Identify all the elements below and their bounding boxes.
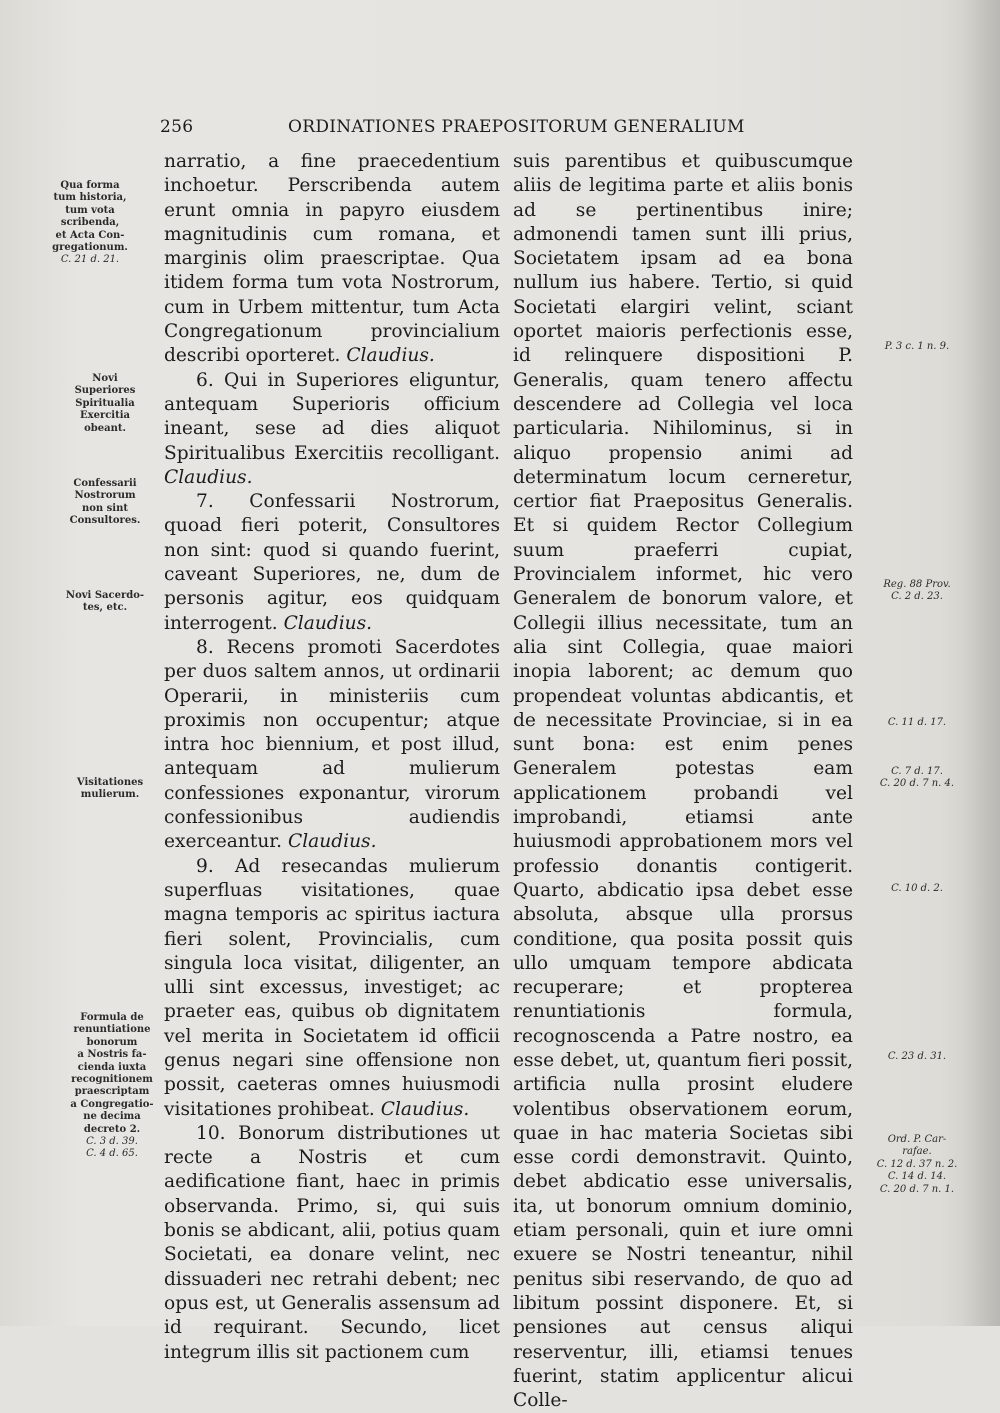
margin-ref-c7 bbox=[862, 766, 972, 791]
paragraph-9: 9. Ad resecandas mulierum superfluas visitationes, quae magna temporis ac spiritus iactura fieri solent, Provincialis, cum singula loca visitat, diligenter, an ulli sint excessus, investiget; ac praeter eas, quibus ob dignitatem vel merita in Societatem id officii genus negari sine offensione non possit, caeteras omnes huiusmodi visitationes prohibeat. bbox=[164, 855, 500, 1120]
margin-line: Novi Sacerdo- bbox=[65, 590, 145, 601]
margin-line: Qua forma bbox=[60, 180, 120, 191]
margin-ref-reg88 bbox=[862, 579, 972, 604]
paragraph-8: 8. Recens promoti Sacerdotes per duos saltem annos, ut ordinarii Operarii, in ministeriis cum proximis non occupentur; atque intra hoc biennium, et post illud, antequam ad mulierum confessiones exponantur, virorum confessionibus audiendis exerceantur. bbox=[164, 636, 500, 853]
margin-line: ne decima bbox=[83, 1111, 141, 1123]
signature-claudius: Claudius. bbox=[380, 1098, 470, 1120]
margin-line: Exercitia bbox=[80, 410, 130, 422]
margin-ref-c10 bbox=[862, 883, 972, 895]
margin-ref: C. 4 d. 65. bbox=[86, 1148, 138, 1160]
margin-line: obeant. bbox=[84, 422, 126, 434]
margin-note-formula bbox=[62, 1012, 162, 1161]
right-text-column bbox=[513, 150, 853, 1413]
margin-note-novi-superiores bbox=[55, 373, 155, 435]
page-edge-shadow bbox=[960, 0, 1000, 1326]
margin-line: cienda iuxta bbox=[77, 1061, 147, 1073]
margin-line: Nostrorum bbox=[74, 490, 136, 502]
signature-claudius: Claudius. bbox=[283, 612, 373, 634]
margin-line: non sint bbox=[81, 502, 128, 514]
paragraph-10-start: 10. Bonorum distributiones ut recte a Nostris et cum aedificatione fiant, haec in primis observanda. Primo, si, qui suis bonis se abdicant, alii, potius quam Societati, ea donare velint, nec dissuaderi nec retrahi debent; nec opus est, ut Generalis assensum ad id requirant. Secundo, licet integrum illis sit pactionem cum bbox=[164, 1122, 500, 1363]
margin-line: gregationum. bbox=[52, 242, 128, 254]
signature-claudius: Claudius. bbox=[287, 831, 377, 853]
margin-line: tum historia, bbox=[53, 192, 127, 204]
margin-line: P. 3 c. 1 n. 9. bbox=[884, 341, 950, 352]
margin-line: C. 20 d. 7 n. 1. bbox=[879, 1183, 955, 1195]
margin-line: scribenda, bbox=[60, 217, 120, 229]
margin-line: mulierum. bbox=[80, 789, 140, 801]
margin-line: C. 12 d. 37 n. 2. bbox=[876, 1158, 958, 1170]
margin-line: C. 2 d. 23. bbox=[891, 591, 943, 603]
margin-line: Consultores. bbox=[69, 515, 141, 527]
margin-ref-c23 bbox=[862, 1051, 972, 1063]
margin-line: tes, etc. bbox=[82, 602, 128, 614]
signature-claudius: Claudius. bbox=[164, 466, 253, 488]
margin-line: renuntiatione bbox=[73, 1024, 151, 1036]
margin-line: C. 7 d. 17. bbox=[891, 766, 943, 777]
margin-line: praescriptam bbox=[74, 1086, 150, 1098]
margin-line: a Nostris fa- bbox=[77, 1049, 147, 1061]
margin-line: Ord. P. Car- bbox=[887, 1134, 947, 1145]
margin-line: Spiritualia bbox=[75, 397, 135, 409]
margin-line: Visitationes bbox=[76, 777, 144, 788]
margin-line: C. 20 d. 7 n. 4. bbox=[879, 778, 955, 790]
margin-note-confessarii bbox=[55, 478, 155, 528]
margin-line: C. 11 d. 17. bbox=[887, 717, 947, 728]
margin-line: bonorum bbox=[86, 1036, 138, 1048]
margin-line: recognitionem bbox=[71, 1074, 153, 1086]
paragraph-7: 7. Confessarii Nostrorum, quoad fieri poterit, Consultores non sint: quod si quando fuerint, caveant Superiores, ne, dum de personis agitur, eos quidquam interrogent. bbox=[164, 491, 500, 634]
margin-line: Superiores bbox=[74, 385, 136, 397]
margin-line: C. 14 d. 14. bbox=[887, 1171, 947, 1183]
margin-ref: C. 21 d. 21. bbox=[60, 254, 120, 266]
margin-line: rafae. bbox=[902, 1146, 932, 1158]
margin-line: decreto 2. bbox=[83, 1123, 141, 1135]
margin-ref-p3 bbox=[862, 341, 972, 353]
margin-line: C. 23 d. 31. bbox=[887, 1051, 947, 1062]
margin-line: Formula de bbox=[80, 1012, 144, 1023]
margin-line: a Congregatio- bbox=[70, 1098, 154, 1110]
margin-note-visitationes bbox=[60, 777, 160, 802]
margin-note-novi-sacerdotes bbox=[55, 590, 155, 615]
paragraph-6: 6. Qui in Superiores eliguntur, antequam Superioris officium ineant, sese ad dies aliquot Spiritualibus Exercitiis recolligant. bbox=[164, 369, 500, 464]
margin-line: C. 10 d. 2. bbox=[891, 883, 943, 894]
margin-line: Reg. 88 Prov. bbox=[883, 579, 951, 590]
margin-line: Novi bbox=[92, 373, 118, 384]
margin-line: et Acta Con- bbox=[55, 229, 125, 241]
margin-line: Confessarii bbox=[73, 478, 137, 489]
paragraph-10-continued: suis parentibus et quibuscumque aliis de legitima parte et aliis bonis ad se pertinentibus inire; admonendi tamen sunt illi prius, Societatem ipsam ad ea bona nullum ius habere. Tertio, si quid Societati elargiri velint, sciant oportet maioris perfectionis esse, id relinquere dispositioni P. Generalis, quam tenero affectu descendere ad Collegia vel loca particularia. Nihilominus, si in aliquo propensio animi ad determinatum locum cerneretur, certior fiat Praepositus Generalis. Et si quidem Rector Collegium suum praeferri cupiat, Provincialem informet, hic vero Generalem de bonorum valore, et Collegii illius necessitate, tum an alia sint Collegia, quae maiori inopia laborent; ac demum quo propendeat voluntas abdicantis, et de necessitate Provinciae, si in ea sunt bona: est enim penes Generalem potestas eam applicationem probandi vel improbandi, etiamsi ante huiusmodi approbationem mors vel professio donantis contigerit. Quarto, abdicatio ipsa debet esse absoluta, absque ulla prorsus conditione, qua posita possit quis ullo umquam tempore abdicata recuperare; et propterea renuntiationis formula, recognoscenda a Patre nostro, ea esse debet, ut, quantum fieri possit, artificia nulla prosint eludere volentibus observationem eorum, quae in hac materia Societas sibi esse cordi demonstravit. Quinto, debet abdicatio esse universalis, ita, ut bonorum omnium dominio, etiam personali, quin et iure omni exuere se Nostri teneantur, nihil penitus sibi reservando, de quo ad libitum possint disponere. Et, si pensiones aut census aliqui reserventur, illi, etiamsi tenues fuerint, statim applicentur alicui Colle- bbox=[513, 151, 853, 1412]
margin-note-qua-forma bbox=[40, 180, 140, 267]
margin-line: tum vota bbox=[65, 204, 115, 216]
signature-claudius: Claudius. bbox=[346, 345, 435, 367]
page-number: 256 bbox=[160, 117, 194, 137]
margin-ref: C. 3 d. 39. bbox=[86, 1136, 138, 1148]
left-text-column bbox=[164, 150, 500, 1365]
running-title: ORDINATIONES PRAEPOSITORUM GENERALIUM bbox=[288, 117, 745, 137]
margin-ref-ord-carrafae bbox=[862, 1134, 972, 1196]
paragraph-5-end: narratio, a fine praecedentium inchoetur. Perscribenda autem erunt omnia in papyro eiusdem magnitudinis cum romana, et marginis olim praescriptae. Qua itidem forma tum vota Nostrorum, cum in Urbem mittentur, tum Acta Congregationum provincialium describi oporteret. bbox=[164, 151, 500, 367]
margin-ref-c11 bbox=[862, 717, 972, 729]
